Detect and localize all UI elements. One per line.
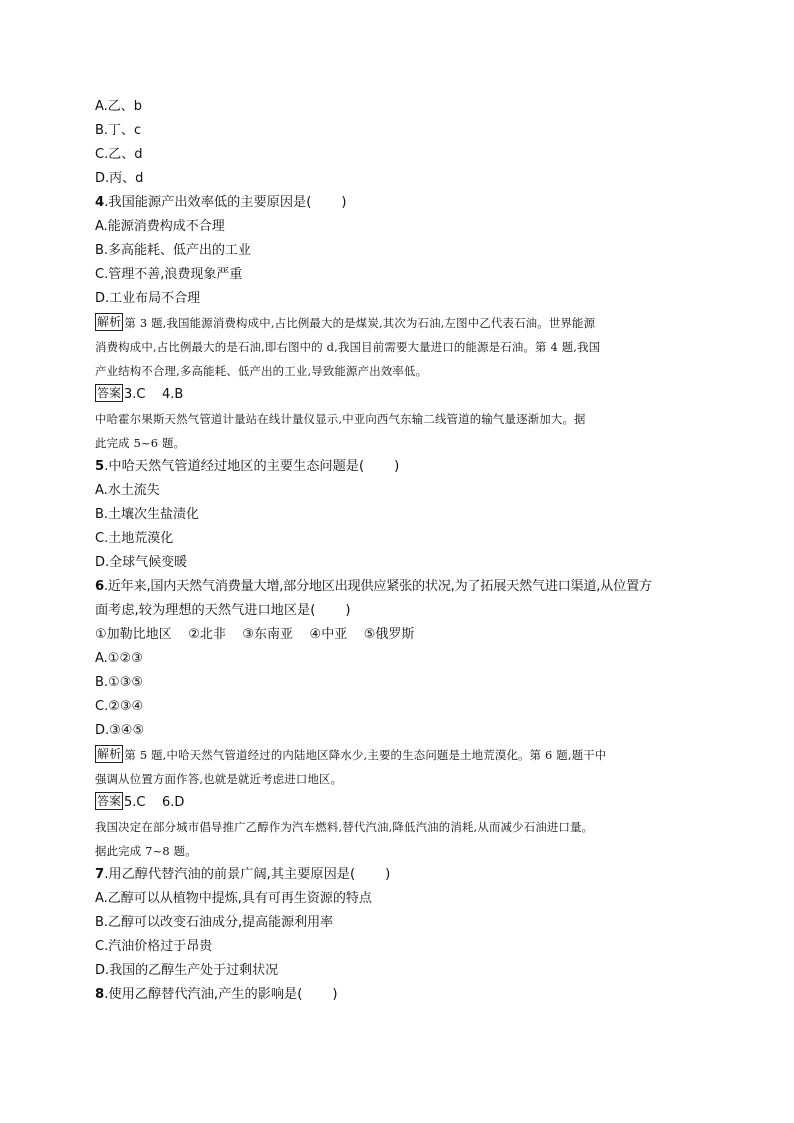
- option-d: D.我国的乙醇生产处于过剩状况: [95, 963, 279, 978]
- option-a: A.水土流失: [95, 483, 160, 498]
- option-b: B.丁、c: [95, 123, 142, 138]
- question-stem-cont: 面考虑,较为理想的天然气进口地区是( ): [95, 603, 351, 618]
- document-page: [95, 95, 705, 1007]
- option-d: D.③④⑤: [95, 723, 145, 738]
- option-a: A.①②③: [95, 651, 143, 666]
- option-c: C.土地荒漠化: [95, 531, 174, 546]
- question-stem: 4.我国能源产出效率低的主要原因是( ): [95, 195, 347, 210]
- analysis-tag: 解析: [97, 315, 122, 329]
- analysis-text: 消费构成中,占比例最大的是石油,即右图中的 d,我国目前需要大量进口的能源是石油。第 4 题,我国: [95, 340, 601, 354]
- question-stem: 8.使用乙醇替代汽油,产生的影响是( ): [95, 987, 338, 1002]
- question-stem: 5.中哈天然气管道经过地区的主要生态问题是( ): [95, 459, 400, 474]
- answer-text: 5.C 6.D: [124, 795, 185, 810]
- question-5: [95, 455, 705, 575]
- option-d: D.全球气候变暖: [95, 555, 188, 570]
- answer-text: 3.C 4.B: [124, 387, 184, 402]
- question-6: [95, 575, 705, 743]
- option-d: D.工业布局不合理: [95, 291, 201, 306]
- question-stem: 6.近年来,国内天然气消费量大增,部分地区出现供应紧张的状况,为了拓展天然气进口渠道,从位置方: [95, 579, 652, 594]
- analysis-text: 产业结构不合理,多高能耗、低产出的工业,导致能源产出效率低。: [95, 364, 428, 378]
- option-b: B.乙醇可以改变石油成分,提高能源利用率: [95, 915, 334, 930]
- analysis-text: 第 5 题,中哈天然气管道经过的内陆地区降水少,主要的生态问题是土地荒漠化。第 6 题,题干中: [124, 748, 607, 762]
- option-c: C.乙、d: [95, 147, 143, 162]
- option-a: A.乙醇可以从植物中提炼,具有可再生资源的特点: [95, 891, 372, 906]
- question-7: [95, 863, 705, 983]
- choice-list: ①加勒比地区 ②北非 ③东南亚 ④中亚 ⑤俄罗斯: [95, 627, 415, 642]
- option-c: C.汽油价格过于昂贵: [95, 939, 213, 954]
- option-b: B.多高能耗、低产出的工业: [95, 243, 252, 258]
- option-d: D.丙、d: [95, 171, 144, 186]
- passage-2: [95, 407, 705, 455]
- analysis-tag: 解析: [97, 747, 122, 761]
- analysis-text: 第 3 题,我国能源消费构成中,占比例最大的是煤炭,其次为石油,左图中乙代表石油。世界能源: [124, 316, 596, 330]
- question-8: [95, 983, 705, 1007]
- passage-text: 据此完成 7~8 题。: [95, 844, 197, 858]
- option-a: A.乙、b: [95, 99, 143, 114]
- option-a: A.能源消费构成不合理: [95, 219, 225, 234]
- answer-tag: 答案: [97, 794, 122, 808]
- passage-3: [95, 815, 705, 863]
- analysis-block-2: [95, 743, 705, 791]
- passage-text: 此完成 5~6 题。: [95, 436, 186, 450]
- question-stem: 7.用乙醇代替汽油的前景广阔,其主要原因是( ): [95, 867, 391, 882]
- analysis-text: 强调从位置方面作答,也就是就近考虑进口地区。: [95, 772, 343, 786]
- option-b: B.土壤次生盐渍化: [95, 507, 200, 522]
- question-3-options: [95, 95, 705, 191]
- answer-block-1: [95, 383, 705, 407]
- passage-text: 我国决定在部分城市倡导推广乙醇作为汽车燃料,替代汽油,降低汽油的消耗,从而减少石油进口量。: [95, 820, 594, 834]
- question-4: [95, 191, 705, 311]
- analysis-block-1: [95, 311, 705, 383]
- option-c: C.②③④: [95, 699, 144, 714]
- option-c: C.管理不善,浪费现象严重: [95, 267, 243, 282]
- answer-block-2: [95, 791, 705, 815]
- answer-tag: 答案: [97, 386, 122, 400]
- passage-text: 中哈霍尔果斯天然气管道计量站在线计量仪显示,中亚向西气东输二线管道的输气量逐渐加大。据: [95, 412, 586, 426]
- option-b: B.①③⑤: [95, 675, 144, 690]
